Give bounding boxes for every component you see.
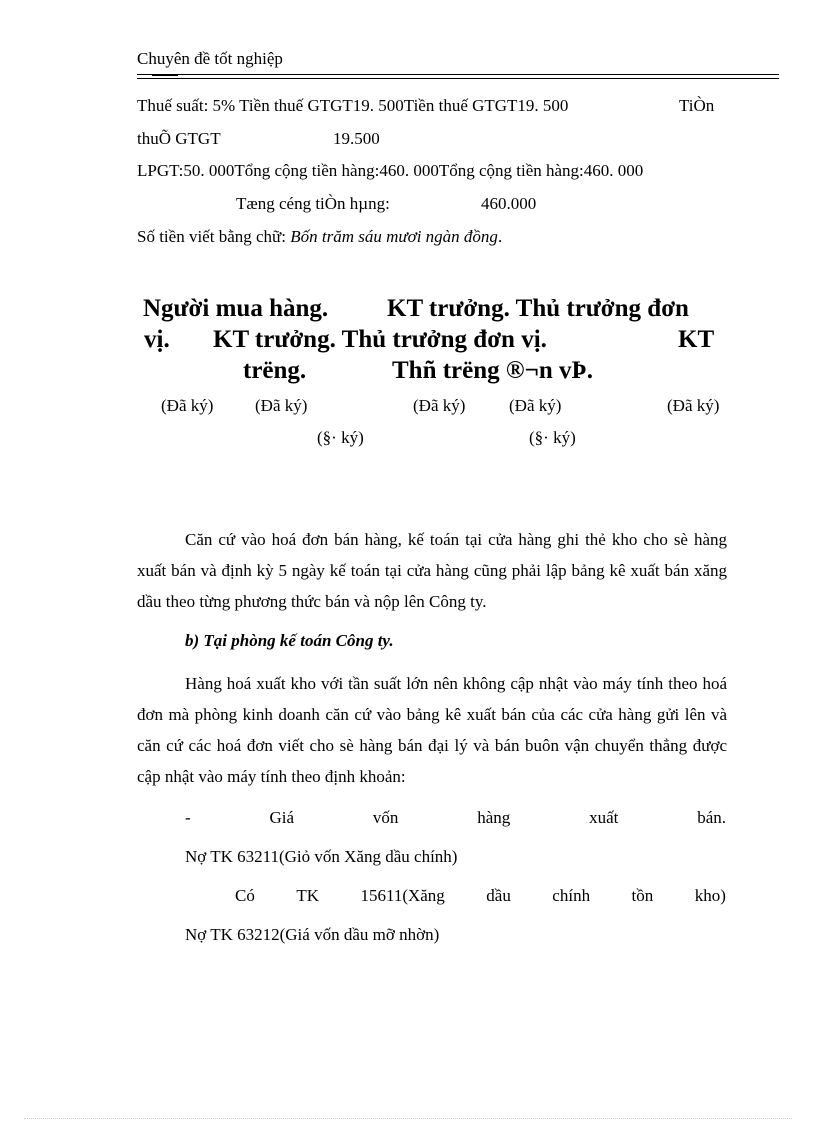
total-line-4-value: 460.000 <box>481 194 537 213</box>
amount-in-words-value: Bốn trăm sáu mươi ngàn đồng <box>290 227 498 246</box>
entry-credit-15611-row <box>235 886 726 906</box>
signature-title-row2a: vị. <box>144 326 170 353</box>
entry-word: dầu <box>486 886 511 905</box>
signature-title-row2b: KT trưởng. Thủ trưởng đơn vị. <box>213 326 547 353</box>
entry-word: - <box>185 808 191 827</box>
paragraph-store-report: Căn cứ vào hoá đơn bán hàng, kế toán tại cửa hàng ghi thẻ kho cho sè hàng xuất bán và định kỳ 5 ngày kế toán tại cửa hàng cũng phải lập bảng kê xuất bán xăng dầu theo từng phương thức bán và nộp lên Công ty. <box>137 530 727 611</box>
signature-title-row2c: KT <box>678 326 715 353</box>
signed-note-2: (Đã ký) <box>255 396 308 415</box>
tax-line-1: Thuế suất: 5% Tiền thuế GTGT19. 500Tiền thuế GTGT19. 500 <box>137 96 569 115</box>
entry-cost-of-goods-row <box>185 808 726 828</box>
signed-note-alt-2: (§· ký) <box>529 428 576 447</box>
entry-word: vốn <box>372 808 399 827</box>
page-header-title: Chuyên đề tốt nghiệp <box>137 49 283 68</box>
signature-title-buyer: Người mua hàng. <box>143 295 329 322</box>
signature-title-row3b: Thñ trëng ®¬n vÞ. <box>392 357 594 384</box>
signed-note-5: (Đã ký) <box>667 396 720 415</box>
section-heading-b: b) Tại phòng kế toán Công ty. <box>185 631 394 650</box>
entry-word: 15611(Xăng <box>360 886 445 905</box>
entry-word: kho) <box>694 886 726 905</box>
entry-word: Có <box>235 886 255 905</box>
signature-title-row3a: trëng. <box>243 357 307 384</box>
entry-word: Giá <box>269 808 295 827</box>
signed-note-1: (Đã ký) <box>161 396 214 415</box>
entry-word: chính <box>552 886 591 905</box>
entry-debit-63212: Nợ TK 63212(Giá vốn dầu mỡ nhờn) <box>185 925 440 944</box>
entry-debit-63211: Nợ TK 63211(Giỏ vốn Xăng dầu chính) <box>185 847 458 866</box>
total-line-3: LPGT:50. 000Tổng cộng tiền hàng:460. 000Tổng cộng tiền hàng:460. 000 <box>137 161 644 180</box>
entry-word: hàng <box>477 808 511 827</box>
header-rule-top <box>137 74 779 75</box>
signed-note-alt-1: (§· ký) <box>317 428 364 447</box>
amount-in-words <box>137 227 502 247</box>
tax-line-2-value: 19.500 <box>333 129 380 148</box>
total-line-4-label: Tæng céng tiÒn hµng: <box>236 194 390 213</box>
amount-in-words-end: . <box>497 227 503 246</box>
entry-word: bán. <box>697 808 726 827</box>
amount-in-words-label: Số tiền viết bằng chữ: <box>137 227 291 246</box>
entry-word: xuất <box>589 808 619 827</box>
signature-title-row1: KT trưởng. Thủ trưởng đơn <box>387 295 689 322</box>
tax-line-2-label: thuÕ GTGT <box>137 129 221 148</box>
signed-note-3: (Đã ký) <box>413 396 466 415</box>
entry-word: TK <box>296 886 319 905</box>
header-rule-bottom <box>137 78 779 79</box>
paragraph-company-accounting: Hàng hoá xuất kho với tần suất lớn nên không cập nhật vào máy tính theo hoá đơn mà phòng kinh doanh căn cứ vào bảng kê xuất bán của các cửa hàng gửi lên và căn cứ các hoá đơn viết cho sè hàng bán đại lý và bán buôn vận chuyển thẳng được cập nhật vào máy tính theo định khoản: <box>137 674 727 786</box>
header-underline-accent <box>152 75 178 76</box>
signed-note-4: (Đã ký) <box>509 396 562 415</box>
entry-word: tồn <box>631 886 654 905</box>
page-bottom-border <box>24 1118 792 1119</box>
tax-line-1-tail: TiÒn <box>679 96 715 115</box>
